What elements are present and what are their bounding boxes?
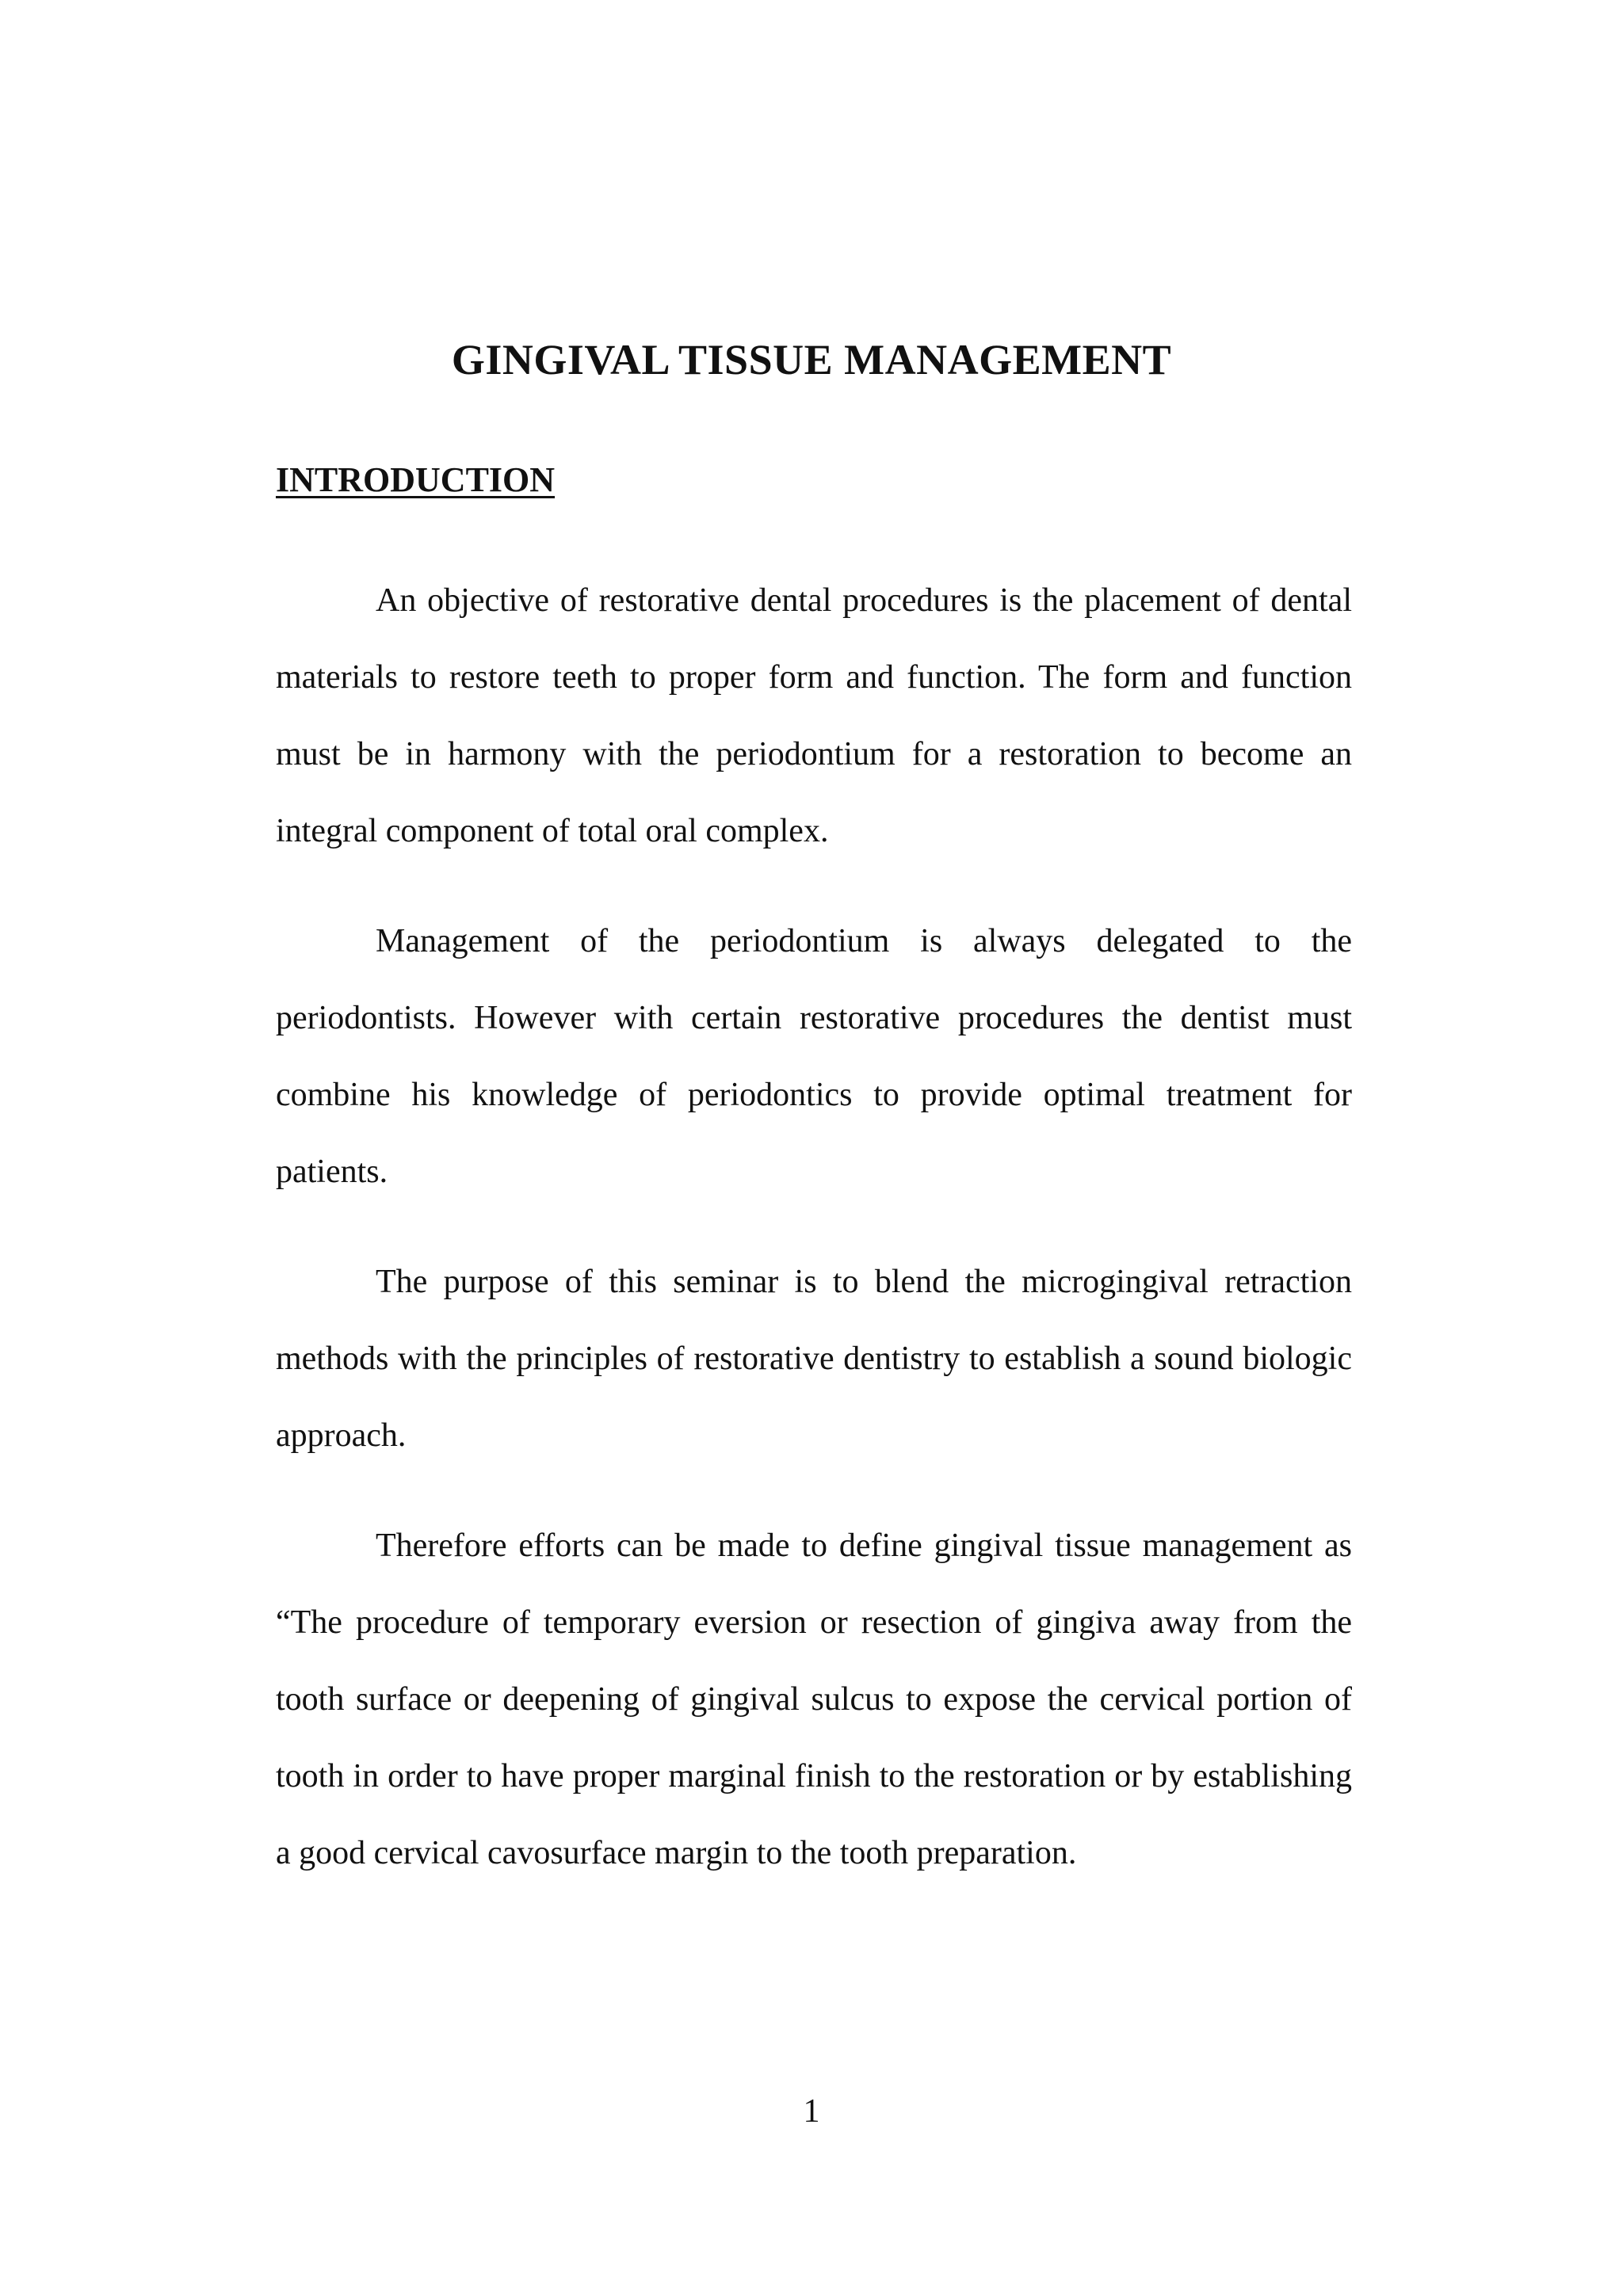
body-text [276,563,1352,1925]
paragraph-definition: Therefore efforts can be made to define gingival tissue management as “The procedure of temporary eversion or resection of gingiva away from the tooth surface or deepening of gingival sulcus to expose the cervical portion of tooth in order to have proper marginal finish to the restoration or by establishing a good cervical cavosurface margin to the tooth preparation. [276,1527,1352,1871]
page-title: GINGIVAL TISSUE MANAGEMENT [451,336,1172,383]
section-heading-introduction: INTRODUCTION [276,460,556,499]
paragraph-management: Management of the periodontium is always delegated to the periodontists. However with certain restorative procedures the dentist must combine his knowledge of periodontics to provide optimal treatment for patients. [276,923,1352,1190]
paragraph-objective: An objective of restorative dental procedures is the placement of dental materials to restore teeth to proper form and function. The form and function must be in harmony with the periodontium for a restoration to become an integral component of total oral complex. [276,582,1352,849]
page-number: 1 [803,2093,820,2130]
paragraph-purpose: The purpose of this seminar is to blend the microgingival retraction methods with the principles of restorative dentistry to establish a sound biologic approach. [276,1264,1352,1454]
